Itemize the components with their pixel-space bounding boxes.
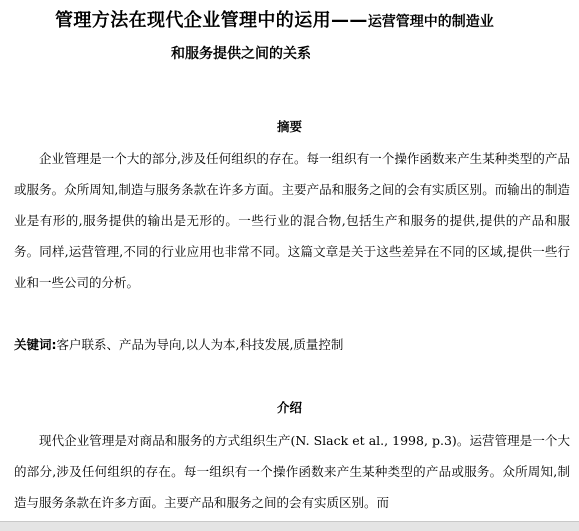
keywords-text: 客户联系、产品为导向,以人为本,科技发展,质量控制 (56, 337, 344, 352)
abstract-paragraph: 企业管理是一个大的部分,涉及任何组织的存在。每一组织有一个操作函数来产生某种类型的产品或服务。众所周知,制造与服务条款在许多方面。主要产品和服务之间的会有实质区别。而输出的制造业是有形的,服务提供的输出是无形的。一些行业的混合物,包括生产和服务的提供,提供的产品和服务。同样,运营管理,不同的行业应用也非常不同。这篇文章是关于这些差异在不同的区域,提供一些行业和一些公司的分析。 (14, 151, 570, 290)
title-subtitle-part2: 和服务提供之间的关系 (171, 46, 311, 62)
keywords-line (14, 336, 343, 354)
abstract-heading: 摘要 (276, 119, 302, 134)
introduction-heading: 介绍 (276, 400, 302, 415)
document-title (55, 8, 579, 35)
title-subtitle-part1: 运营管理中的制造业 (367, 14, 494, 30)
introduction-paragraph: 现代企业管理是对商品和服务的方式组织生产(N. Slack et al., 1998, p.3)。运营管理是一个大的部分,涉及任何组织的存在。每一组织有一个操作函数来产生某种类型的产品或服务。众所周知,制造与服务条款在许多方面。主要产品和服务之间的会有实质区别。而 (14, 433, 570, 510)
keywords-label: 关键词: (14, 337, 57, 352)
title-main: 管理方法在现代企业管理中的运用—— (55, 10, 368, 31)
window-bottom-edge (0, 521, 579, 531)
